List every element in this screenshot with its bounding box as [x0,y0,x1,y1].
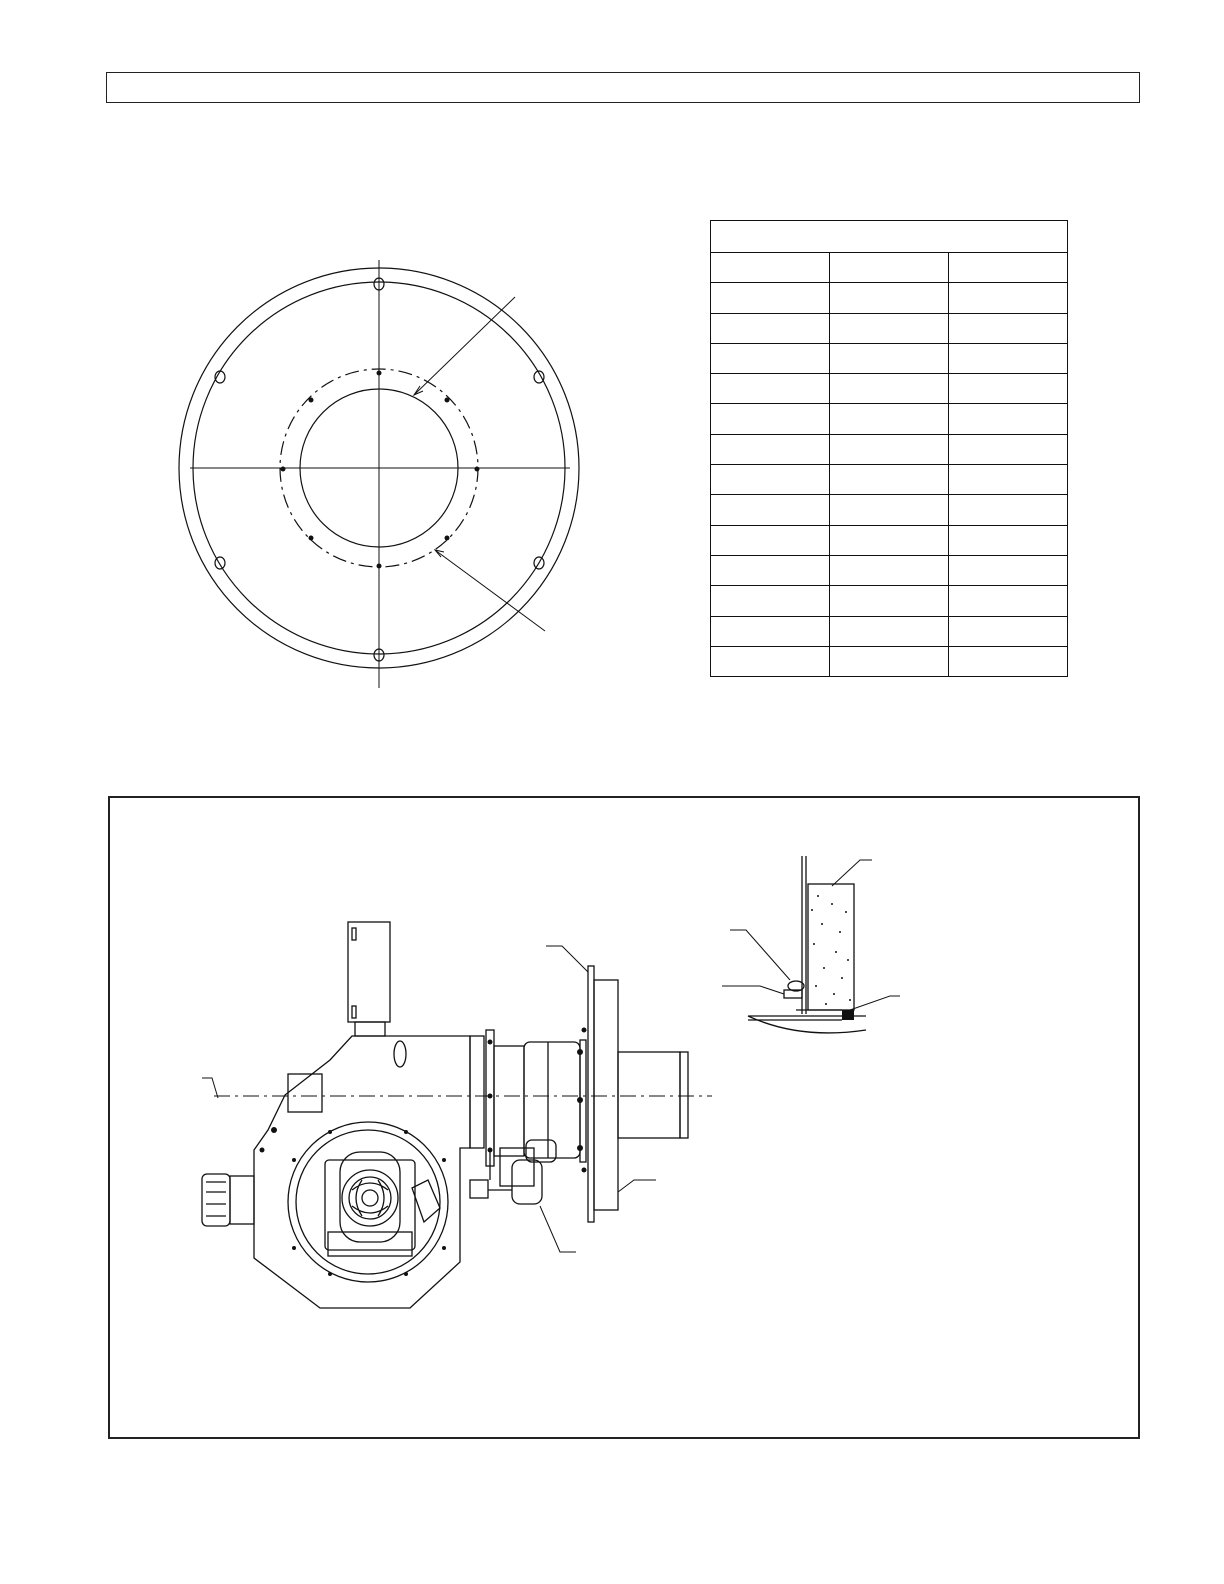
table-cell [711,374,830,404]
table-cell [830,313,949,343]
table-cell [830,465,949,495]
spec-table-col-2 [830,253,949,283]
table-row [711,646,1068,676]
table-cell [830,404,949,434]
table-cell [949,343,1068,373]
table-cell [830,434,949,464]
table-row [711,404,1068,434]
table-row [711,616,1068,646]
table-cell [830,646,949,676]
table-cell [949,616,1068,646]
table-row [711,343,1068,373]
table-cell [949,495,1068,525]
table-cell [711,646,830,676]
table-row [711,555,1068,585]
wall-section-detail-drawing [715,850,915,1050]
spec-table-header-row [711,253,1068,283]
table-cell [711,313,830,343]
table-cell [949,555,1068,585]
table-cell [830,616,949,646]
table-row [711,525,1068,555]
table-row [711,586,1068,616]
table-cell [830,343,949,373]
table-cell [949,586,1068,616]
table-cell [949,374,1068,404]
table-cell [949,646,1068,676]
table-cell [949,313,1068,343]
table-cell [949,283,1068,313]
table-row [711,434,1068,464]
table-row [711,465,1068,495]
table-cell [830,525,949,555]
burner-side-view-drawing [190,915,720,1315]
table-cell [711,525,830,555]
table-cell [711,465,830,495]
table-cell [711,343,830,373]
table-cell [949,465,1068,495]
spec-table [710,220,1068,677]
spec-table-col-3 [949,253,1068,283]
spec-table-title-row [711,221,1068,253]
table-cell [711,616,830,646]
table-cell [949,525,1068,555]
table-cell [711,555,830,585]
table-row [711,283,1068,313]
table-row [711,374,1068,404]
spec-table-title [711,221,1068,253]
table-cell [711,586,830,616]
table-row [711,495,1068,525]
table-cell [830,374,949,404]
table-cell [949,434,1068,464]
spec-table-col-1 [711,253,830,283]
table-cell [711,404,830,434]
table-cell [949,404,1068,434]
table-cell [711,495,830,525]
table-row [711,313,1068,343]
mounting-flange-drawing [170,255,590,695]
table-cell [711,434,830,464]
page-header-bar [106,72,1140,103]
table-cell [830,586,949,616]
table-cell [830,495,949,525]
table-cell [711,283,830,313]
table-cell [830,555,949,585]
table-cell [830,283,949,313]
